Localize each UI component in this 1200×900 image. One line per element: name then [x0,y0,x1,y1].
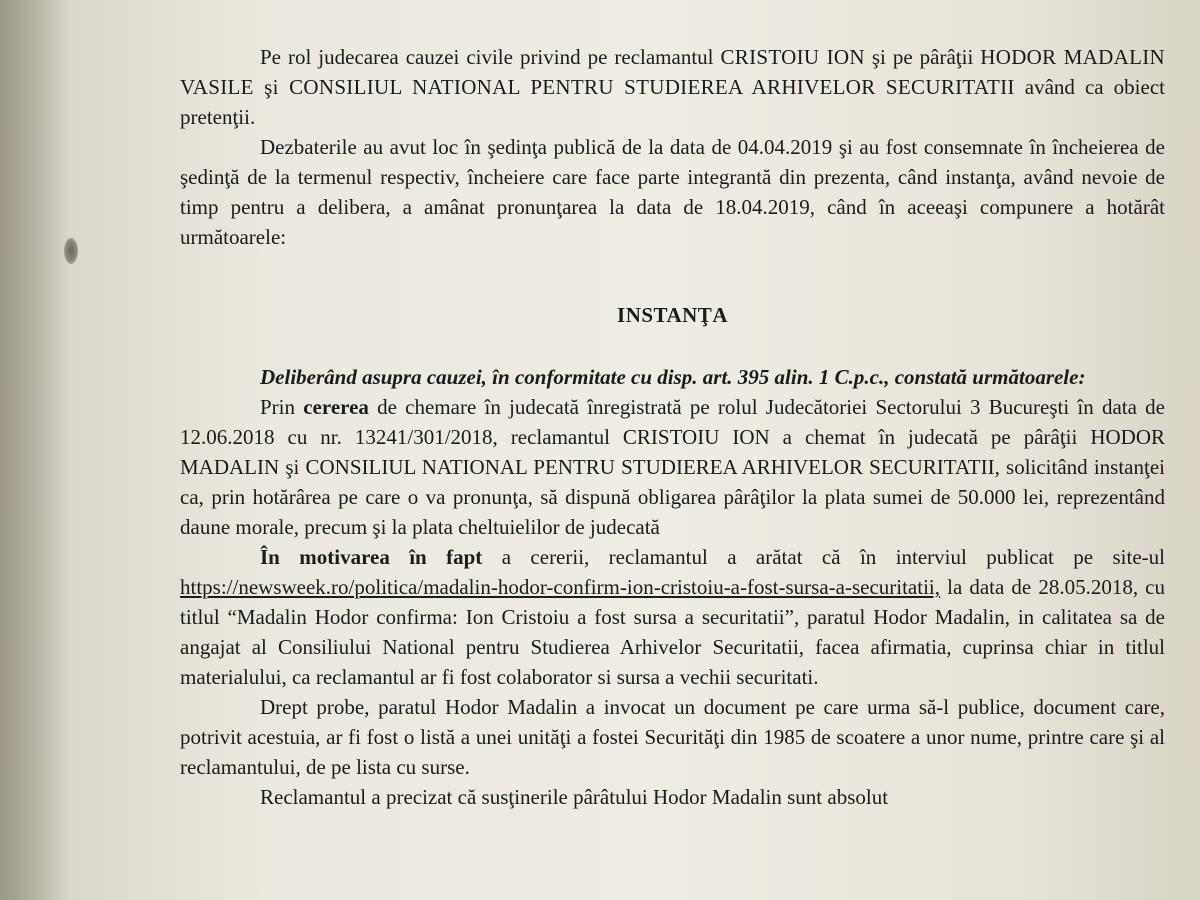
text: de chemare în judecată înregistrată pe rolul Judecătoriei Sectorului 3 Bucureşti în data de 12.06.2018 cu nr. 13241/301/2018, reclamantul CRISTOIU ION a chemat în judecată pe pârâţii HODOR MADALIN şi CONSILIUL NATIONAL PENTRU STUDIEREA ARHIVELOR SECURITATII, solicitând instanţei ca, prin hotărârea pe care o va pronunţa, să dispună obligarea pârâţilor la plata sumei de 50.000 lei, reprezentând daune morale, precum şi la plata cheltuielilor de judecată [180,395,1165,539]
text: Pe rol judecarea cauzei civile privind pe reclamantul [260,45,721,69]
text: Prin [260,395,304,419]
text: a cererii, reclamantul a arătat că în interviul publicat pe site-ul [482,545,1165,569]
text: având ca obiect pretenţii. [180,75,1165,129]
document-body [180,42,1165,812]
article-link[interactable]: https://newsweek.ro/politica/madalin-hodor-confirm-ion-cristoiu-a-fost-sursa-a-securitatii, [180,575,941,599]
paragraph-case-intro [180,42,1165,132]
paragraph-motivation [180,542,1165,692]
bold-term: În motivarea în fapt [260,545,483,569]
paragraph-deliberation: Deliberând asupra cauzei, în conformitate cu disp. art. 395 alin. 1 C.p.c., constată următoarele: [260,365,1086,389]
paragraph-hearing: Dezbaterile au avut loc în şedinţa publică de la data de 04.04.2019 şi au fost consemnate în încheierea de şedinţă de la termenul respectiv, încheiere care face parte integrantă din prezenta, când instanţa, având nevoie de timp pentru a delibera, a amânat pronunţarea la data de 18.04.2019, când în aceeaşi compunere a hotărât următoarele: [180,135,1165,249]
paragraph-claim [180,392,1165,542]
section-heading: INSTANŢA [617,303,728,327]
paragraph-plaintiff-statement: Reclamantul a precizat că susţinerile pârâtului Hodor Madalin sunt absolut [260,785,889,809]
page-shadow [0,0,70,900]
paragraph-evidence: Drept probe, paratul Hodor Madalin a invocat un document pe care urma să-l publice, document care, potrivit acestuia, ar fi fost o listă a unei unităţi a fostei Securităţi din 1985 de scoatere a unor nume, printre care şi al reclamantului, de pe lista cu surse. [180,695,1165,779]
text: şi pe pârâţii [864,45,981,69]
text: la data de 28.05.2018, cu titlul “Madalin Hodor confirma: Ion Cristoiu a fost sursa a securitatii”, paratul Hodor Madalin, in calitatea sa de angajat al Consiliului National pentru Studierea Arhivelor Securitatii, facea afirmatia, cuprinsa chiar in titlul materialului, ca reclamantul ar fi fost colaborator si sursa a vechii securitati. [180,575,1165,689]
plaintiff-name: CRISTOIU ION [720,45,865,69]
punch-hole [64,238,78,264]
defendants-names: HODOR MADALIN VASILE şi CONSILIUL NATIONAL PENTRU STUDIEREA ARHIVELOR SECURITATII [180,45,1165,99]
bold-term: cererea [303,395,369,419]
